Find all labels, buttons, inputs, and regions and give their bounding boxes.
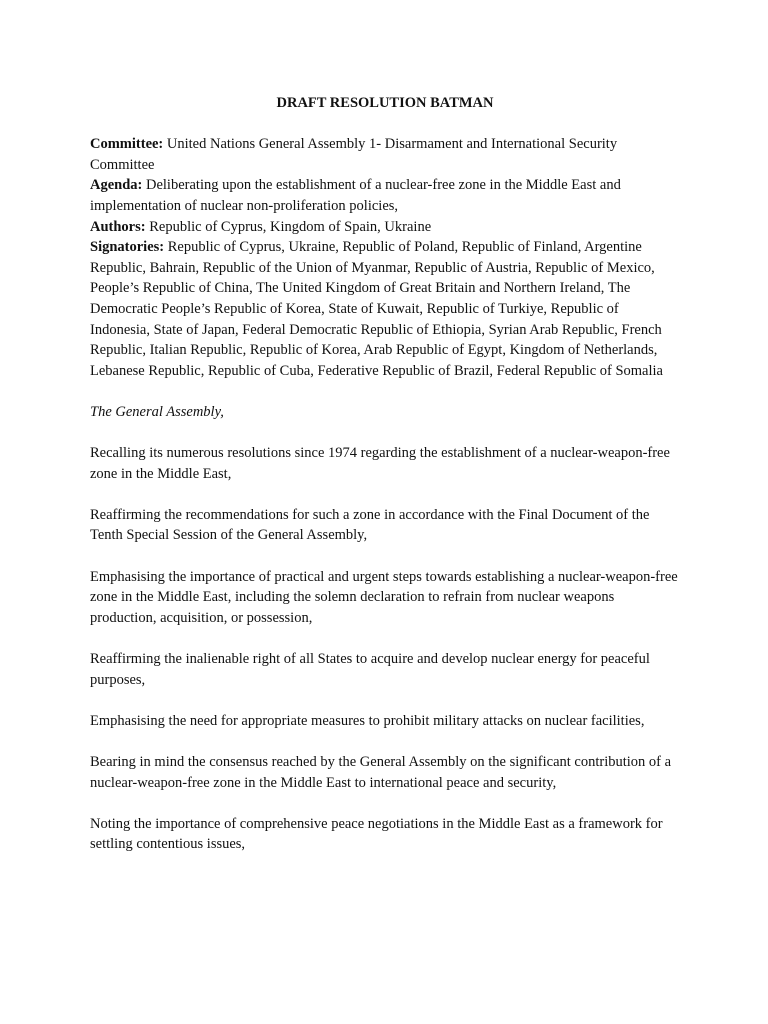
- document-title: DRAFT RESOLUTION BATMAN: [276, 95, 494, 111]
- signatories-line: [90, 237, 680, 381]
- preambular-clause-7: Noting the importance of comprehensive peace negotiations in the Middle East as a framework for settling contentious issues,: [90, 815, 663, 853]
- preambular-clause-1: Recalling its numerous resolutions since 1974 regarding the establishment of a nuclear-weapon-free zone in the Middle East,: [90, 445, 670, 482]
- committee-label: Committee:: [90, 136, 164, 153]
- authors-label: Authors:: [90, 218, 146, 235]
- authors-value: Republic of Cyprus, Kingdom of Spain, Ukraine: [145, 218, 432, 235]
- signatories-label: Signatories:: [90, 239, 165, 256]
- preamble-heading: The General Assembly,: [90, 403, 224, 420]
- resolution-metadata: [90, 134, 680, 381]
- preambular-clause-5: Emphasising the need for appropriate measures to prohibit military attacks on nuclear facilities,: [90, 712, 645, 729]
- document-page: [90, 93, 680, 876]
- agenda-label: Agenda:: [90, 177, 143, 194]
- agenda-line: [90, 175, 680, 216]
- authors-line: [90, 217, 680, 238]
- signatories-value: Republic of Cyprus, Ukraine, Republic of Poland, Republic of Finland, Argentine Republic, Bahrain, Republic of the Union of Myanmar, Republic of Austria, Republic of Mexico, People’s Republic of China, The United Kingdom of Great Britain and Northern Ireland, The Democratic People’s Republic of Korea, State of Kuwait, Republic of Turkiye, Republic of Indonesia, State of Japan, Federal Democratic Republic of Ethiopia, Syrian Arab Republic, French Republic, Italian Republic, Republic of Korea, Arab Republic of Egypt, Kingdom of Netherlands, Lebanese Republic, Republic of Cuba, Federative Republic of Brazil, Federal Republic of Somalia: [90, 239, 663, 379]
- committee-value: United Nations General Assembly 1- Disarmament and International Security Committee: [90, 136, 618, 173]
- preambular-clause-3: Emphasising the importance of practical and urgent steps towards establishing a nuclear-weapon-free zone in the Middle East, including the solemn declaration to refrain from nuclear weapons production, acquisition, or possession,: [90, 568, 678, 626]
- preambular-clause-4: Reaffirming the inalienable right of all States to acquire and develop nuclear energy for peaceful purposes,: [90, 651, 650, 688]
- preambular-clause-2: Reaffirming the recommendations for such a zone in accordance with the Final Document of the Tenth Special Session of the General Assembly,: [90, 506, 650, 544]
- preambular-clause-6: Bearing in mind the consensus reached by the General Assembly on the significant contribution of a nuclear-weapon-free zone in the Middle East to international peace and security,: [90, 754, 672, 791]
- committee-line: [90, 134, 680, 175]
- agenda-value: Deliberating upon the establishment of a nuclear-free zone in the Middle East and implementation of nuclear non-proliferation policies,: [90, 177, 621, 214]
